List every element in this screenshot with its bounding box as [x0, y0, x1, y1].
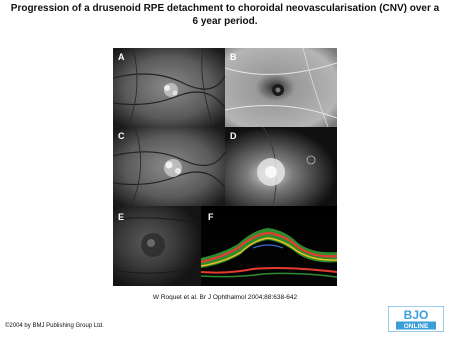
figure-panels	[113, 48, 337, 286]
panel-f	[201, 206, 337, 286]
panel-b	[225, 48, 337, 127]
citation: W Roquet et al. Br J Ophthalmol 2004;88:638-642	[152, 294, 298, 301]
copyright-notice: ©2004 by BMJ Publishing Group Ltd.	[5, 323, 104, 329]
panel-label-a: A	[118, 52, 125, 62]
panel-c	[113, 127, 225, 206]
logo-bottom-text: ONLINE	[403, 323, 429, 330]
panel-e	[113, 206, 201, 286]
bjo-online-logo	[388, 306, 444, 332]
panel-label-e: E	[118, 212, 125, 222]
panel-d	[225, 127, 337, 206]
panel-label-f: F	[208, 212, 214, 222]
panel-a	[113, 48, 225, 127]
panel-label-c: C	[118, 131, 125, 141]
panel-label-b: B	[230, 52, 237, 62]
panel-label-d: D	[230, 131, 237, 141]
fundus-image-grid	[113, 48, 337, 286]
logo-top-text: BJO	[403, 308, 429, 322]
figure-title: Progression of a drusenoid RPE detachment to choroidal neovascularisation (CNV) over a 6 year period.	[10, 3, 440, 27]
